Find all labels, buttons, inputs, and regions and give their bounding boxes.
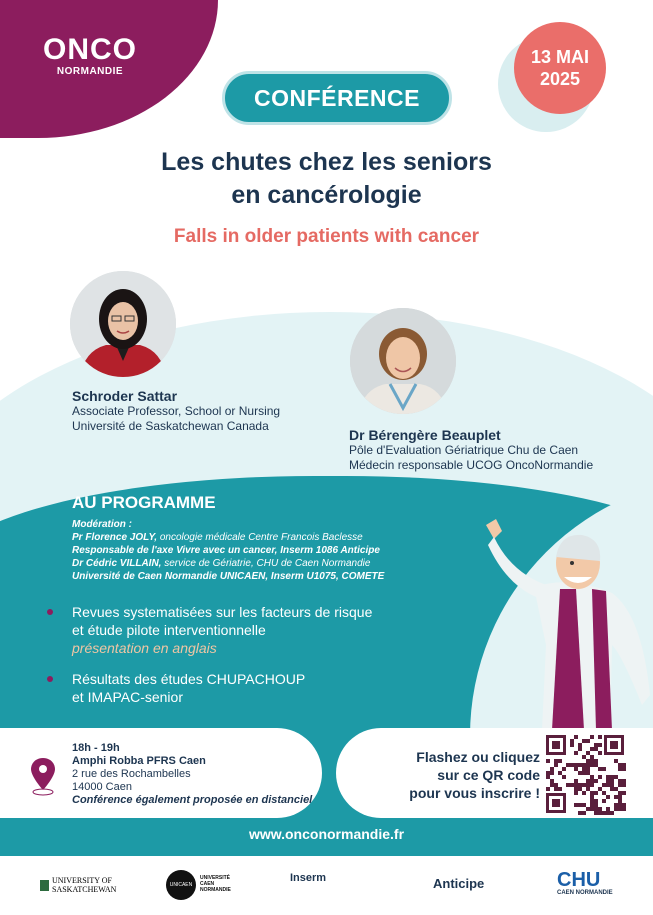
speaker-2-role: Pôle d'Evaluation Gériatrique Chu de Caen [349,443,579,457]
qr-module [566,783,570,787]
moderator-2-name: Dr Cédric VILLAIN, [72,558,162,569]
date-year: 2025 [539,69,581,89]
qr-module [610,779,614,783]
qr-module [606,795,610,799]
qr-module [622,779,626,783]
speaker-2-affiliation: Médecin responsable UCOG OncoNormandie [349,458,594,472]
qr-module [578,743,582,747]
qr-module [570,743,574,747]
logo-normandie: NORMANDIE [56,66,124,77]
qr-module [582,763,586,767]
qr-module [574,767,578,771]
chu-caen-logo-subtitle: CAEN NORMANDIE [557,890,613,896]
programme-item-1-note: présentation en anglais [72,640,217,656]
qr-code-icon [544,733,626,815]
qr-module [598,775,602,779]
qr-module [622,763,626,767]
qr-module [618,807,622,811]
qr-call-line-1: Flashez ou cliquez [416,749,540,765]
registration-qr-code[interactable] [544,733,626,815]
qr-module [602,811,606,815]
qr-module [602,783,606,787]
qr-module [546,759,550,763]
qr-module [562,775,566,779]
qr-module [590,775,594,779]
qr-module [594,811,598,815]
event-remote-note: Conférence également proposée en distanciel [72,794,313,806]
speaker-1-affiliation: Université de Saskatchewan Canada [72,419,269,433]
event-venue: Amphi Robba PFRS Caen [72,755,206,767]
unicaen-mark-text: UNICAEN [169,882,193,888]
qr-module [598,811,602,815]
qr-module [554,759,558,763]
qr-module [574,787,578,791]
university-of-saskatchewan-logo [40,876,116,894]
moderator-2-detail: Université de Caen Normandie UNICAEN, Inserm U1075, COMETE [72,571,385,582]
qr-module [586,759,590,763]
qr-module [606,775,610,779]
qr-module [622,791,626,795]
qr-module [590,795,594,799]
qr-module [594,743,598,747]
qr-module [582,771,586,775]
qr-module [550,783,554,787]
event-street: 2 rue des Rochambelles [72,768,191,780]
qr-module [594,803,598,807]
qr-module [590,799,594,803]
unicaen-line-1: UNIVERSITÉ [200,875,231,881]
qr-module [590,735,594,739]
qr-call-line-3: pour vous inscrire ! [409,785,540,801]
qr-module [594,791,598,795]
qr-module [598,787,602,791]
qr-module [602,791,606,795]
speaker-2-photo [350,308,456,414]
qr-module [554,763,558,767]
qr-module [586,751,590,755]
location-pin-icon [30,756,56,796]
qr-module [546,787,550,791]
qr-module [602,799,606,803]
qr-module [578,803,582,807]
qr-module [586,767,590,771]
qr-module [614,807,618,811]
date-day: 13 MAI [530,47,590,67]
qr-module [618,763,622,767]
page-subtitle: Falls in older patients with cancer [173,226,480,247]
qr-module [618,779,622,783]
sask-line-2: SASKATCHEWAN [52,885,117,894]
qr-module [582,767,586,771]
qr-module [578,771,582,775]
moderator-1-name: Pr Florence JOLY, [72,532,158,543]
qr-module [614,803,618,807]
qr-module [582,811,586,815]
title-line-1: Les chutes chez les seniors [161,148,492,176]
qr-module [602,767,606,771]
qr-module [574,803,578,807]
programme-title: AU PROGRAMME [72,493,216,512]
speaker-1 [72,388,352,434]
qr-module [606,783,610,787]
qr-module [590,747,594,751]
qr-module [590,779,594,783]
qr-module [574,763,578,767]
qr-call-to-action [370,748,540,802]
qr-module [594,807,598,811]
qr-module [574,783,578,787]
qr-call-line-2: sur ce QR code [437,767,540,783]
qr-module [606,811,610,815]
qr-module [578,763,582,767]
qr-module [574,779,578,783]
qr-module [622,783,626,787]
qr-module [598,751,602,755]
event-time: 18h - 19h [72,742,120,754]
conference-badge: CONFÉRENCE [222,71,452,125]
qr-module [614,775,618,779]
qr-module [578,747,582,751]
programme-item-1-line-2: et étude pilote interventionnelle [72,622,266,638]
bullet-dot-1 [47,609,53,615]
qr-module [618,783,622,787]
qr-module [554,783,558,787]
qr-module [582,755,586,759]
qr-module [562,767,566,771]
qr-module [586,807,590,811]
qr-module [618,767,622,771]
moderator-1-detail: Responsable de l'axe Vivre avec un cancer, Inserm 1086 Anticipe [72,545,380,556]
qr-module [582,783,586,787]
programme-item-2-line-2: et IMAPAC-senior [72,689,183,705]
qr-module [606,779,610,783]
unicaen-logo-text [200,875,231,893]
qr-module [574,751,578,755]
speaker-2 [349,427,639,473]
qr-module [586,771,590,775]
moderator-1 [72,531,452,544]
qr-module [610,787,614,791]
qr-module [558,759,562,763]
qr-module [594,747,598,751]
event-city: 14000 Caen [72,781,132,793]
qr-module [618,791,622,795]
date-circle [514,22,606,114]
qr-module [578,783,582,787]
moderator-2-role: service de Gériatrie, CHU de Caen Normandie [161,558,371,569]
qr-module [590,763,594,767]
title-line-2: en cancérologie [231,181,422,209]
moderator-2 [72,557,452,570]
qr-module [614,759,618,763]
qr-module [598,743,602,747]
chu-caen-logo: CHU [557,869,601,891]
speaker-1-photo [70,271,176,377]
saskatchewan-shield-icon [40,880,49,891]
qr-module [590,791,594,795]
anticipe-logo: Anticipe [433,876,485,891]
qr-module [586,739,590,743]
onconormandie-logo [40,34,140,77]
qr-module [570,739,574,743]
qr-module [570,763,574,767]
qr-module [614,787,618,791]
qr-module [546,771,550,775]
qr-module [570,783,574,787]
qr-module [622,807,626,811]
qr-module [618,799,622,803]
qr-module [598,735,602,739]
sask-line-1: UNIVERSITY OF [52,876,112,885]
inserm-logo: Inserm [290,872,327,884]
programme-item-2 [72,670,472,706]
qr-module [590,755,594,759]
qr-module [598,807,602,811]
qr-module [614,795,618,799]
moderation-label: Modération : [72,519,132,530]
qr-module [594,779,598,783]
qr-module [618,803,622,807]
speaker-1-name: Schroder Sattar [72,388,178,404]
unicaen-line-3: NORMANDIE [200,887,231,893]
qr-module [574,791,578,795]
qr-module [554,787,558,791]
qr-module [574,735,578,739]
programme-item-1-line-1: Revues systematisées sur les facteurs de risque [72,604,373,620]
qr-module [606,807,610,811]
qr-module [586,787,590,791]
programme-item-1 [72,603,472,657]
qr-module [610,783,614,787]
qr-module [566,763,570,767]
speaker-2-name: Dr Bérengère Beauplet [349,427,501,443]
website-link[interactable]: www.onconormandie.fr [248,826,405,842]
page-title [60,146,593,212]
qr-module [586,763,590,767]
qr-module [610,811,614,815]
qr-module [590,759,594,763]
qr-module [550,771,554,775]
qr-module [586,779,590,783]
qr-module [590,803,594,807]
qr-module [578,787,582,791]
unicaen-logo-mark [166,870,196,900]
moderation-block [72,518,452,583]
qr-module [582,739,586,743]
qr-module [622,803,626,807]
bullet-dot-2 [47,676,53,682]
waving-senior-illustration [472,505,653,730]
qr-module [590,807,594,811]
qr-module [610,775,614,779]
qr-module [582,791,586,795]
qr-module [586,783,590,787]
qr-module [558,787,562,791]
qr-module [594,759,598,763]
moderator-1-role: oncologie médicale Centre Francois Baclesse [157,532,363,543]
qr-module [594,799,598,803]
qr-module [618,795,622,799]
speaker-1-role: Associate Professor, School or Nursing [72,404,281,418]
qr-module [622,767,626,771]
unicaen-line-2: CAEN [200,881,215,887]
qr-module [558,771,562,775]
qr-module [578,811,582,815]
qr-module [550,767,554,771]
qr-module [546,775,550,779]
logo-onco: ONCO [43,33,137,66]
qr-module [594,763,598,767]
qr-module [582,803,586,807]
programme-item-2-line-1: Résultats des études CHUPACHOUP [72,671,306,687]
qr-module [598,767,602,771]
qr-module [550,779,554,783]
event-info [72,742,322,807]
qr-module [590,783,594,787]
